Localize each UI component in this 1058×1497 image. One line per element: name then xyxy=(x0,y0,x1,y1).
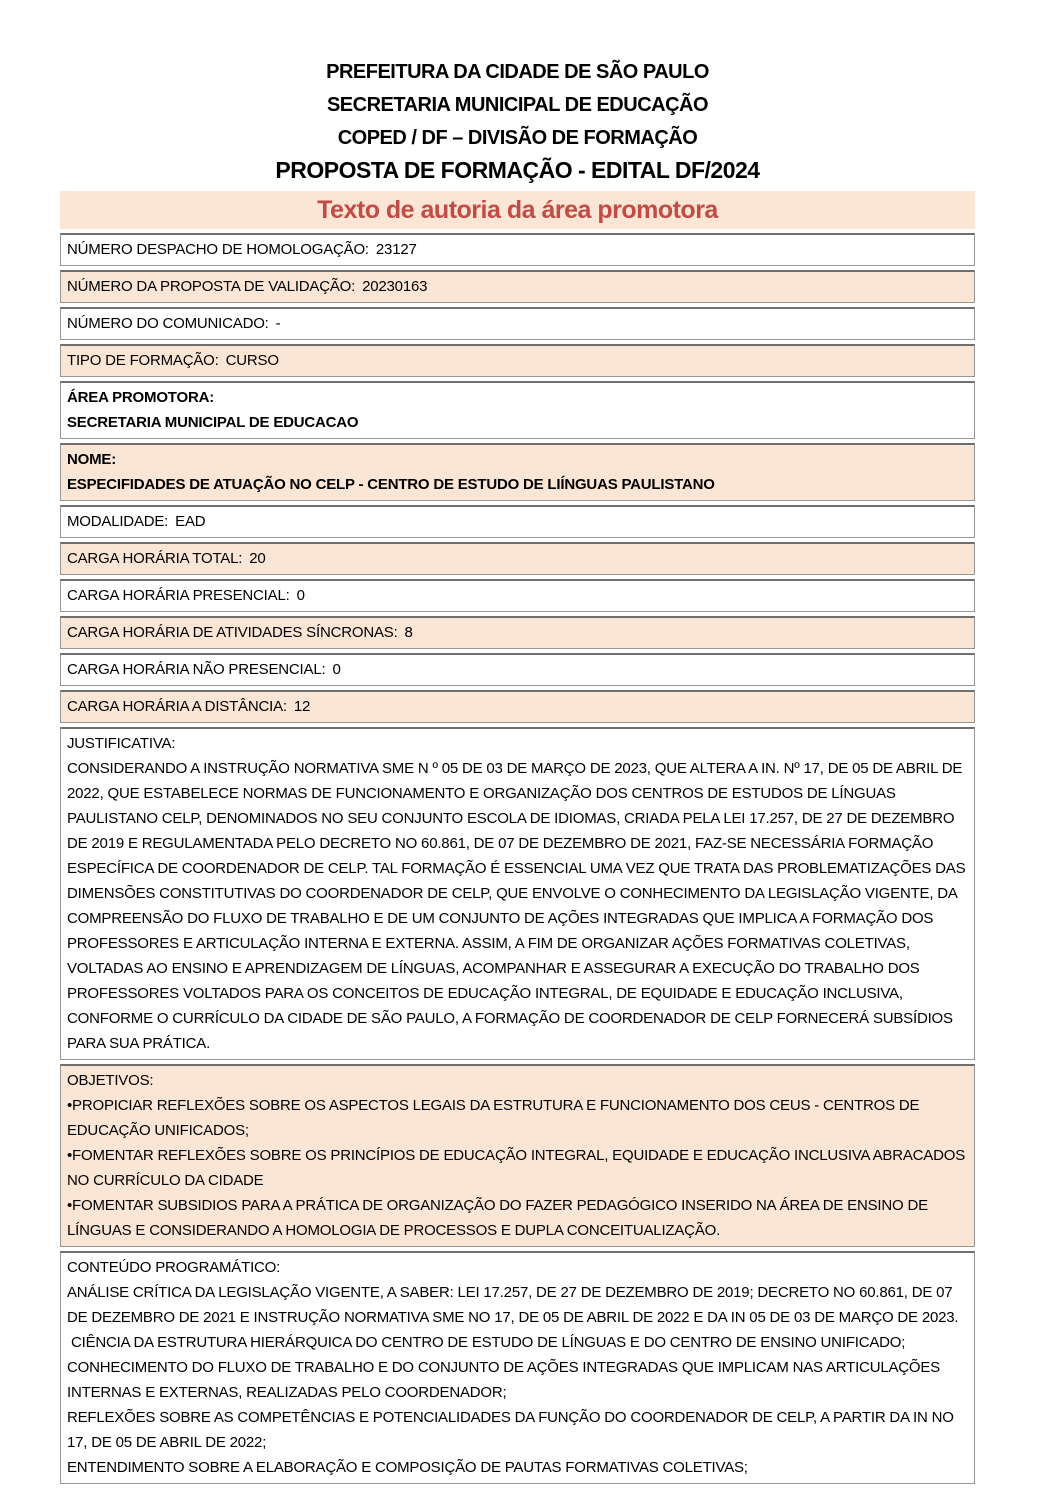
field-value: EAD xyxy=(175,513,206,530)
field-row-numero-proposta xyxy=(60,270,975,303)
field-label: CARGA HORÁRIA DE ATIVIDADES SÍNCRONAS: xyxy=(67,624,398,641)
field-row-nome xyxy=(60,443,975,501)
field-value: SECRETARIA MUNICIPAL DE EDUCACAO xyxy=(67,414,359,431)
header-line-proposta: PROPOSTA DE FORMAÇÃO - EDITAL DF/2024 xyxy=(275,157,760,183)
field-value: 23127 xyxy=(375,241,417,258)
conteudo-item: ENTENDIMENTO SOBRE A ELABORAÇÃO E COMPOSIÇÃO DE PAUTAS FORMATIVAS COLETIVAS; xyxy=(67,1459,748,1476)
objetivo-item: •PROPICIAR REFLEXÕES SOBRE OS ASPECTOS LEGAIS DA ESTRUTURA E FUNCIONAMENTO DOS CEUS - CENTROS DE EDUCAÇÃO UNIFICADOS; xyxy=(67,1097,924,1139)
field-label: MODALIDADE: xyxy=(67,513,169,530)
field-value: 0 xyxy=(296,587,305,604)
field-value: ESPECIFIDADES DE ATUAÇÃO NO CELP - CENTRO DE ESTUDO DE LIÍNGUAS PAULISTANO xyxy=(67,476,715,493)
section-conteudo-label: CONTEÚDO PROGRAMÁTICO: xyxy=(67,1259,281,1276)
field-row-carga-sincronas xyxy=(60,616,975,649)
header-line-secretaria: SECRETARIA MUNICIPAL DE EDUCAÇÃO xyxy=(326,94,709,116)
field-value: CURSO xyxy=(225,352,279,369)
field-label: NÚMERO DA PROPOSTA DE VALIDAÇÃO: xyxy=(67,278,356,295)
field-row-tipo-formacao xyxy=(60,344,975,377)
field-row-carga-distancia xyxy=(60,690,975,723)
document-header xyxy=(60,0,975,185)
field-label: CARGA HORÁRIA TOTAL: xyxy=(67,550,243,567)
objetivo-item: •FOMENTAR SUBSIDIOS PARA A PRÁTICA DE ORGANIZAÇÃO DO FAZER PEDAGÓGICO INSERIDO NA ÁREA DE ENSINO DE LÍNGUAS E CONSIDERANDO A HOMOLOGIA DE PROCESSOS E DUPLA CONCEITUALIZAÇÃO. xyxy=(67,1197,932,1239)
conteudo-item: ANÁLISE CRÍTICA DA LEGISLAÇÃO VIGENTE, A SABER: LEI 17.257, DE 27 DE DEZEMBRO DE 2019; DECRETO NO 60.861, DE 07 DE DEZEMBRO DE 2021 E INSTRUÇÃO NORMATIVA SME NO 17, DE 05 DE ABRIL DE 2022 E DA IN 05 DE 03 DE MARÇO DE 2023. xyxy=(67,1284,959,1326)
field-row-area-promotora xyxy=(60,381,975,439)
field-value: - xyxy=(275,315,281,332)
authorship-banner xyxy=(60,191,975,229)
field-value: 8 xyxy=(404,624,413,641)
field-row-numero-comunicado xyxy=(60,307,975,340)
section-justificativa xyxy=(60,727,975,1060)
field-label: NÚMERO DO COMUNICADO: xyxy=(67,315,269,332)
header-line-prefeitura: PREFEITURA DA CIDADE DE SÃO PAULO xyxy=(326,61,709,83)
field-label: NOME: xyxy=(67,451,116,468)
fields-table xyxy=(60,233,975,1484)
section-objetivos-label: OBJETIVOS: xyxy=(67,1072,154,1089)
field-label: CARGA HORÁRIA A DISTÂNCIA: xyxy=(67,698,287,715)
authorship-banner-text: Texto de autoria da área promotora xyxy=(317,196,718,224)
section-conteudo-programatico xyxy=(60,1251,975,1484)
conteudo-item: CONHECIMENTO DO FLUXO DE TRABALHO E DO CONJUNTO DE AÇÕES INTEGRADAS QUE IMPLICAM NAS ARTICULAÇÕES INTERNAS E EXTERNAS, REALIZADAS PELO COORDENADOR; xyxy=(67,1359,944,1401)
objetivo-item: •FOMENTAR REFLEXÕES SOBRE OS PRINCÍPIOS DE EDUCAÇÃO INTEGRAL, EQUIDADE E EDUCAÇÃO INCLUSIVA ABRACADOS NO CURRÍCULO DA CIDADE xyxy=(67,1147,969,1189)
field-label: CARGA HORÁRIA NÃO PRESENCIAL: xyxy=(67,661,326,678)
field-label: NÚMERO DESPACHO DE HOMOLOGAÇÃO: xyxy=(67,241,369,258)
field-label: TIPO DE FORMAÇÃO: xyxy=(67,352,219,369)
field-row-numero-despacho xyxy=(60,233,975,266)
field-label: CARGA HORÁRIA PRESENCIAL: xyxy=(67,587,290,604)
header-line-coped: COPED / DF – DIVISÃO DE FORMAÇÃO xyxy=(337,127,698,149)
field-row-modalidade xyxy=(60,505,975,538)
field-value: 12 xyxy=(293,698,311,715)
conteudo-item: REFLEXÕES SOBRE AS COMPETÊNCIAS E POTENCIALIDADES DA FUNÇÃO DO COORDENADOR DE CELP, A PARTIR DA IN NO 17, DE 05 DE ABRIL DE 2022; xyxy=(67,1409,958,1451)
conteudo-item: CIÊNCIA DA ESTRUTURA HIERÁRQUICA DO CENTRO DE ESTUDO DE LÍNGUAS E DO CENTRO DE ENSINO UNIFICADO; xyxy=(67,1334,906,1351)
field-value: 20230163 xyxy=(362,278,428,295)
section-objetivos xyxy=(60,1064,975,1247)
section-justificativa-label: JUSTIFICATIVA: xyxy=(67,735,176,752)
field-value: 0 xyxy=(332,661,341,678)
field-label: ÁREA PROMOTORA: xyxy=(67,389,215,406)
field-row-carga-nao-presencial xyxy=(60,653,975,686)
field-value: 20 xyxy=(249,550,266,567)
section-justificativa-body: CONSIDERANDO A INSTRUÇÃO NORMATIVA SME N º 05 DE 03 DE MARÇO DE 2023, QUE ALTERA A IN. Nº 17, DE 05 DE ABRIL DE 2022, QUE ESTABELECE NORMAS DE FUNCIONAMENTO E ORGANIZAÇÃO DOS CENTROS DE ESTUDOS DE LÍNGUAS PAULISTANO CELP, DENOMINADOS NO SEU CONJUNTO ESCOLA DE IDIOMAS, CRIADA PELA LEI 17.257, DE 27 DE DEZEMBRO DE 2019 E REGULAMENTADA PELO DECRETO NO 60.861, DE 07 DE DEZEMBRO DE 2021, FAZ-SE NECESSÁRIA FORMAÇÃO ESPECÍFICA DE COORDENADOR DE CELP. TAL FORMAÇÃO É ESSENCIAL UMA VEZ QUE TRATA DAS PROBLEMATIZAÇÕES DAS DIMENSÕES CONSTITUTIVAS DO COORDENADOR DE CELP, QUE ENVOLVE O CONHECIMENTO DA LEGISLAÇÃO VIGENTE, DA COMPREENSÃO DO FLUXO DE TRABALHO E DE UM CONJUNTO DE AÇÕES INTEGRADAS QUE IMPLICA A FORMAÇÃO DOS PROFESSORES E ARTICULAÇÃO INTERNA E EXTERNA. ASSIM, A FIM DE ORGANIZAR AÇÕES FORMATIVAS COLETIVAS, VOLTADAS AO ENSINO E APRENDIZAGEM DE LÍNGUAS, ACOMPANHAR E ASSEGURAR A EXECUÇÃO DO TRABALHO DOS PROFESSORES VOLTADOS PARA OS CONCEITOS DE EDUCAÇÃO INTEGRAL, DE EQUIDADE E EDUCAÇÃO INCLUSIVA, CONFORME O CURRÍCULO DA CIDADE DE SÃO PAULO, A FORMAÇÃO DE COORDENADOR DE CELP FORNECERÁ SUBSÍDIOS PARA SUA PRÁTICA. xyxy=(67,760,970,1052)
field-row-carga-presencial xyxy=(60,579,975,612)
field-row-carga-total xyxy=(60,542,975,575)
